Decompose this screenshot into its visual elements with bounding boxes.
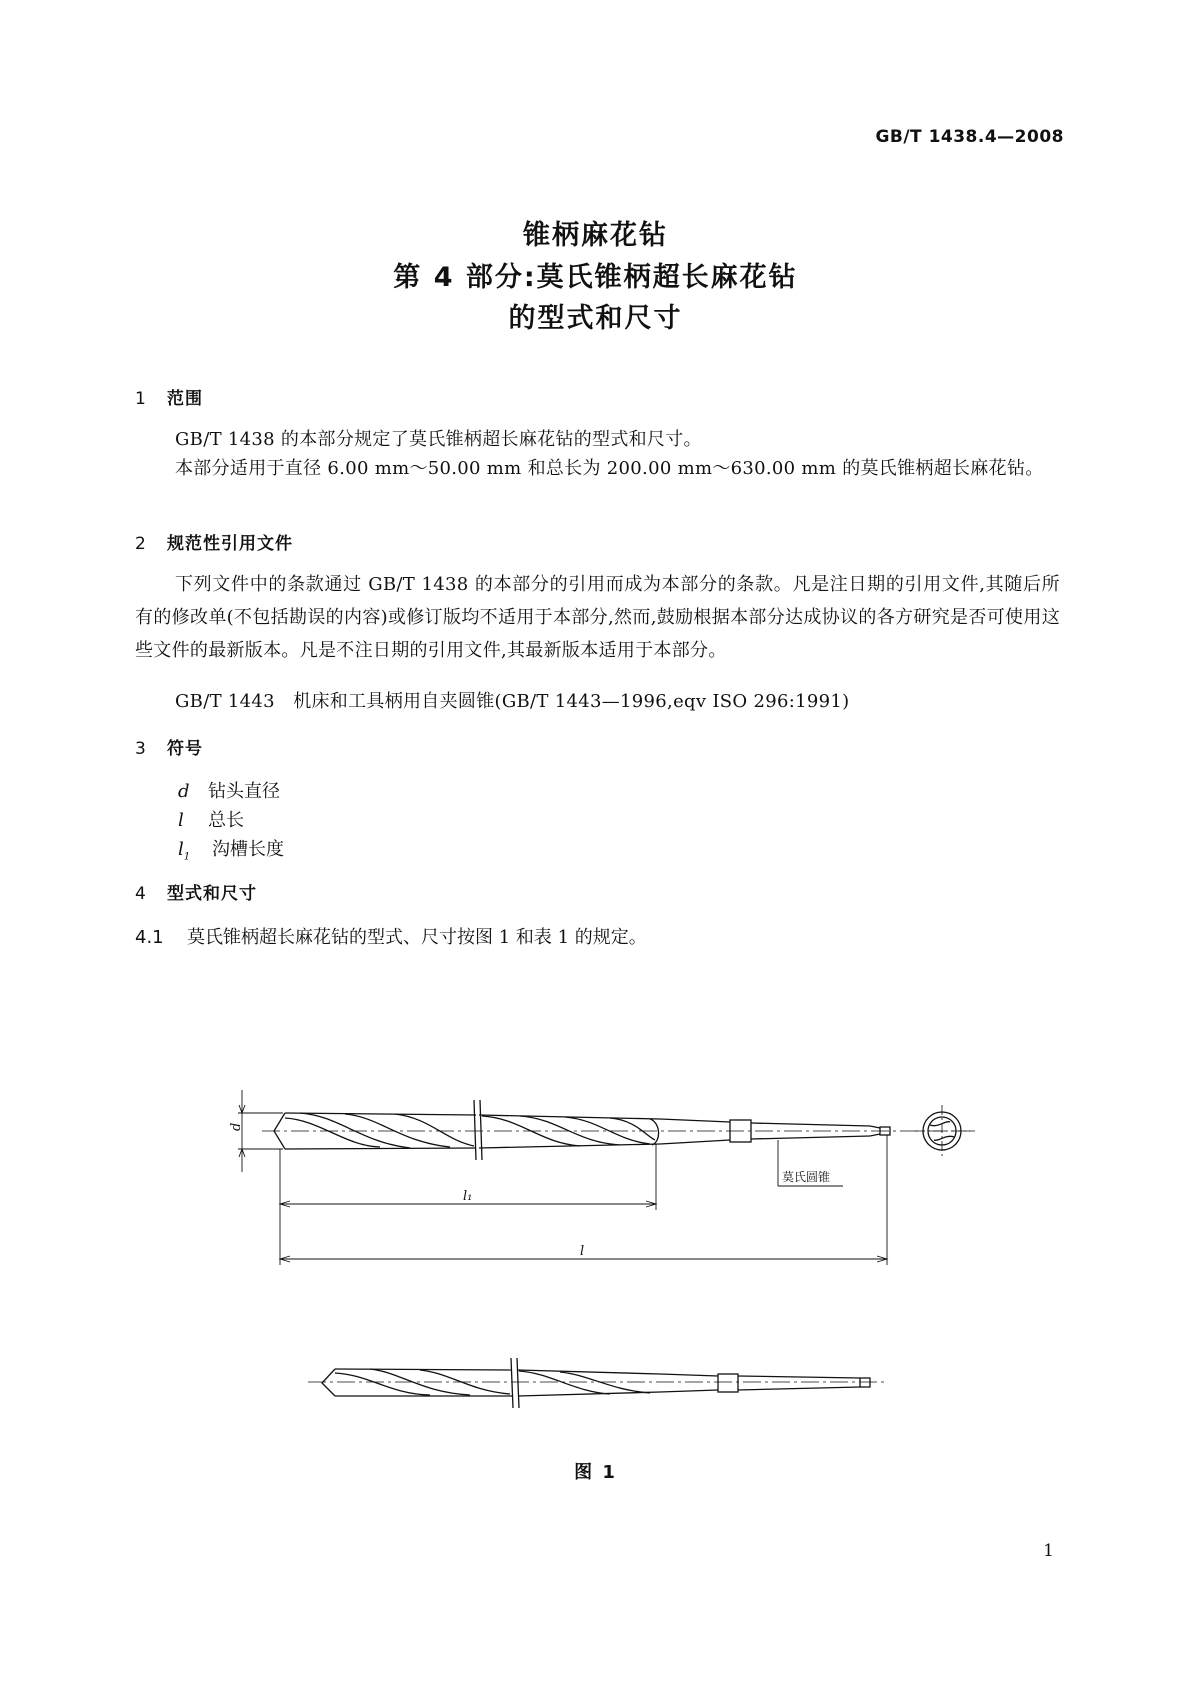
dim-d-label: d	[229, 1122, 244, 1131]
figure-caption: 图 1	[574, 1462, 617, 1483]
section-1-para-2: 本部分适用于直径 6.00 mm～50.00 mm 和总长为 200.00 mm～630.00 mm 的莫氏锥柄超长麻花钻。	[175, 458, 1044, 479]
section-1-para-1: GB/T 1438 的本部分规定了莫氏锥柄超长麻花钻的型式和尺寸。	[175, 429, 702, 450]
section-title: 范围	[167, 389, 203, 409]
dim-l1-label: l₁	[463, 1189, 473, 1204]
symbol-description: 总长	[208, 810, 244, 831]
drill-upper	[262, 1100, 975, 1160]
title-line-2: 第 4 部分:莫氏锥柄超长麻花钻	[393, 262, 798, 293]
section-number: 2	[135, 534, 147, 554]
section-number: 4	[135, 884, 147, 904]
section-title: 型式和尺寸	[167, 884, 257, 904]
symbol-description: 沟槽长度	[212, 839, 284, 860]
standard-code: GB/T 1438.4—2008	[875, 127, 1064, 147]
symbol: $l_1$	[178, 839, 191, 863]
dim-l-label: l	[580, 1244, 585, 1259]
clause-text: 莫氏锥柄超长麻花钻的型式、尺寸按图 1 和表 1 的规定。	[187, 927, 647, 948]
section-title: 符号	[167, 739, 203, 759]
clause-number: 4.1	[135, 927, 164, 948]
symbol: d	[178, 781, 190, 802]
title-line-1: 锥柄麻花钻	[523, 220, 668, 251]
symbol-description: 钻头直径	[208, 781, 280, 802]
section-2-reference: GB/T 1443 机床和工具柄用自夹圆锥(GB/T 1443—1996,eqv ISO 296:1991)	[175, 691, 850, 712]
symbol: l	[178, 810, 184, 831]
page-number: 1	[1043, 1541, 1054, 1561]
section-title: 规范性引用文件	[167, 534, 293, 554]
section-number: 3	[135, 739, 147, 759]
taper-label: 莫氏圆锥	[782, 1170, 831, 1184]
drill-lower	[308, 1358, 885, 1408]
title-line-3: 的型式和尺寸	[508, 303, 683, 334]
section-2-para-1: 下列文件中的条款通过 GB/T 1438 的本部分的引用而成为本部分的条款。凡是注日期的引用文件,其随后所有的修改单(不包括勘误的内容)或修订版均不适用于本部分,然而,鼓励根据本部分达成协议的各方研究是否可使用这些文件的最新版本。凡是不注日期的引用文件,其最新版本适用于本部分。	[135, 574, 1060, 661]
section-number: 1	[135, 389, 147, 409]
